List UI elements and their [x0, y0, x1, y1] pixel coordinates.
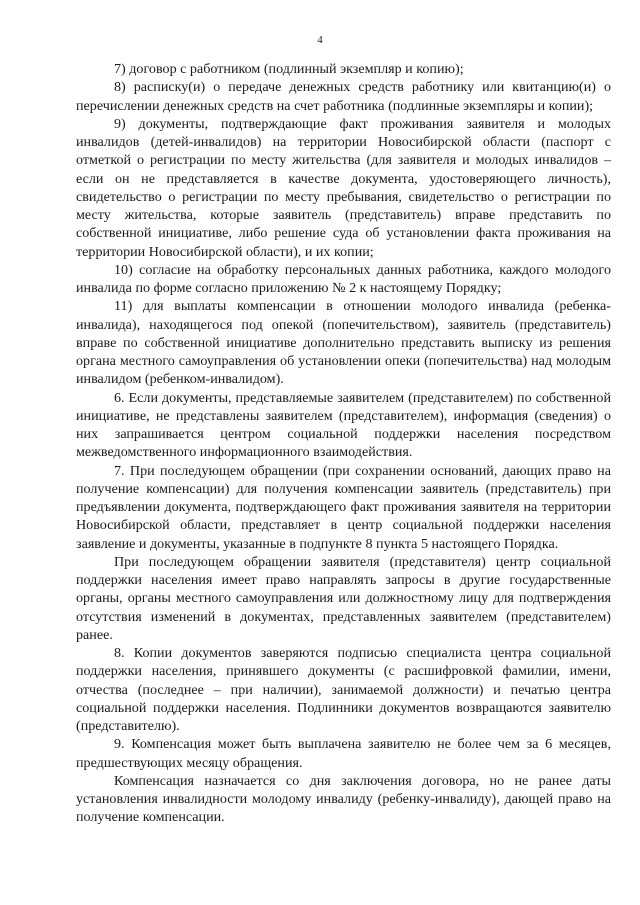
paragraph-item-9: 9) документы, подтверждающие факт проживания заявителя и молодых инвалидов (детей-инвалидов) на территории Новосибирской области (паспорт с отметкой о регистрации по месту жительства (для заявителя и молодых инвалидов – если он не представляется в качестве документа, удостоверяющего личность), свидетельство о регистрации по месту пребывания, свидетельство о регистрации по месту жительства, которые заявитель (представитель) вправе представить по собственной инициативе, либо решение суда об установлении факта проживания на территории Новосибирской области), и их копии; — [76, 115, 611, 260]
paragraph-item-10: 10) согласие на обработку персональных данных работника, каждого молодого инвалида по форме согласно приложению № 2 к настоящему Порядку; — [76, 261, 611, 296]
paragraph-clause-7: 7. При последующем обращении (при сохранении оснований, дающих право на получение компенсации) для получения компенсации заявитель (представитель) при предъявлении документа, подтверждающего факт проживания заявителя на территории Новосибирской области, представляет в центр социальной поддержки населения заявление и документы, указанные в подпункте 8 пункта 5 настоящего Порядка. — [76, 462, 611, 552]
paragraph-clause-7-continued: При последующем обращении заявителя (представителя) центр социальной поддержки населения имеет право направлять запросы в другие государственные органы, органы местного самоуправления или должностному лицу для подтверждения отсутствия изменений в документах, представленных заявителем (представителем) ранее. — [76, 553, 611, 643]
paragraph-clause-9-continued: Компенсация назначается со дня заключения договора, но не ранее даты установления инвалидности молодому инвалиду (ребенку-инвалиду), дающей право на получение компенсации. — [76, 772, 611, 826]
paragraph-item-11: 11) для выплаты компенсации в отношении молодого инвалида (ребенка-инвалида), находящегося под опекой (попечительством), заявитель (представитель) вправе по собственной инициативе дополнительно представить выписку из решения органа местного самоуправления об установлении опеки (попечительства) над молодым инвалидом (ребенком-инвалидом). — [76, 298, 611, 388]
paragraph-clause-8: 8. Копии документов заверяются подписью специалиста центра социальной поддержки населения, принявшего документы (с расшифровкой фамилии, имени, отчества (последнее – при наличии), занимаемой должности) и печатью центра социальной поддержки населения. Подлинники документов возвращаются заявителю (представителю). — [76, 645, 611, 734]
paragraph-clause-6: 6. Если документы, представляемые заявителем (представителем) по собственной инициативе, не представлены заявителем (представителем), информация (сведения) о них запрашивается центром социальной поддержки населения посредством межведомственного информационного взаимодействия. — [76, 389, 611, 461]
paragraph-item-8: 8) расписку(и) о передаче денежных средств работнику или квитанцию(и) о перечислении денежных средств на счет работника (подлинные экземпляры и копии); — [76, 79, 611, 114]
document-body — [76, 60, 611, 827]
page-number: 4 — [317, 34, 323, 46]
paragraph-item-7: 7) договор с работником (подлинный экземпляр и копию); — [114, 61, 464, 77]
paragraph-clause-9: 9. Компенсация может быть выплачена заявителю не более чем за 6 месяцев, предшествующих месяцу обращения. — [76, 736, 611, 771]
